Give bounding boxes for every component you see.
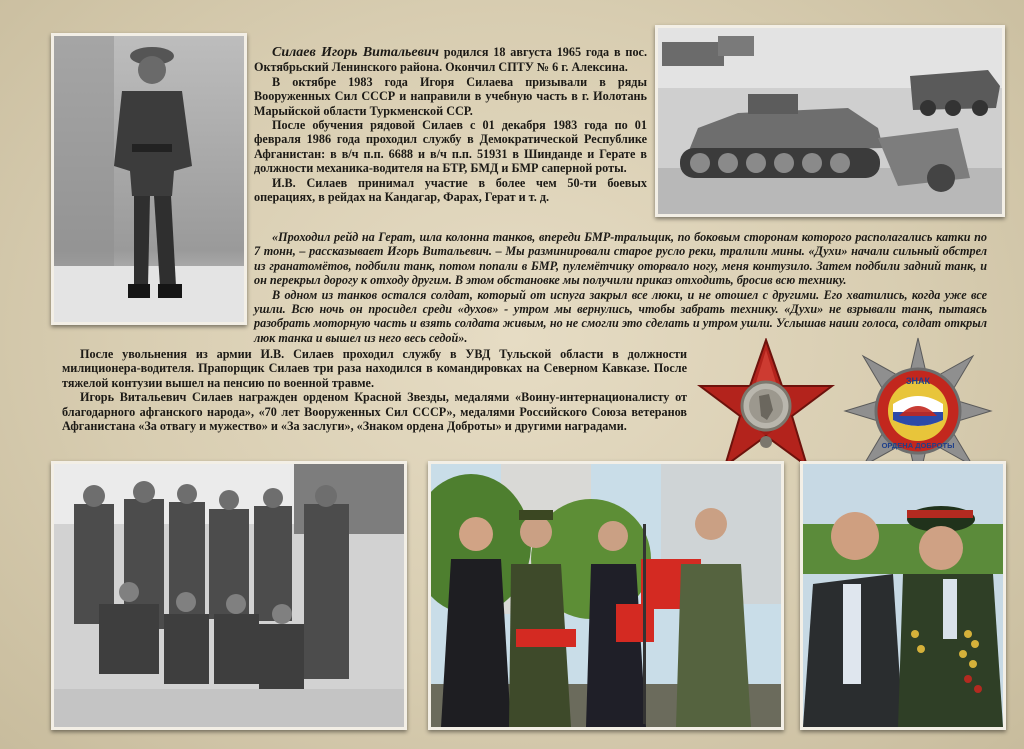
bio-paragraph-4: И.В. Силаев принимал участие в более чем 50-ти боевых операциях, в рейдах на Кандагар, Фарах, Герат и т. д. xyxy=(254,175,647,205)
quote-paragraph-2: В одном из танков остался солдат, который от испуга закрыл все люки, и не отошел с другими. Его хватились, когда уже все ушли. Всю ночь он просидел среди «духов» - утром мы вернулись, чтобы забрать технику. «Духи» не взрывали танк, пытаясь разобрать моторную часть и взять солдата живым, но не смогли это сделать и утром ушли. Услышав наши голоса, солдат открыл люк танка и вышел из него весь седой». xyxy=(254,287,987,345)
red-star-order-icon xyxy=(697,338,835,470)
badge-bottom-text: ОРДЕНА ДОБРОТЫ xyxy=(881,441,955,450)
veteran-quote xyxy=(254,230,987,345)
badge-top-text: ЗНАК xyxy=(905,376,931,386)
quote-paragraph-1: «Проходил рейд на Герат, шла колонна танков, впереди БМР-тральщик, по боковым сторонам которого располагались катки по 7 тонн, – рассказывает Игорь Витальевич. – Мы разминировали старое русло реки, тралили мины. «Духи» начали сильный обстрел из гранатомётов, подбили танк, потом попали в БМР, пулемётчику оторвало ногу, меня контузило. Затем подбили задний танк, и он перекрыл дорогу к отходу другим. В этом обстановке мы получили приказ отходить, бросив всю технику. xyxy=(254,230,987,288)
bio-paragraph-1: родился 18 августа 1965 года в пос. Октябрьский Ленинского района. Окончил СПТУ № 6 г. Алексина. xyxy=(254,45,647,75)
bio-paragraph-2: В октябре 1983 года Игоря Силаева призывали в ряды Вооруженных Сил СССР и направили в учебную часть в г. Иолотань Марыйской области Туркменской ССР. xyxy=(254,74,647,118)
soldiers-group-photo xyxy=(51,461,407,730)
bio-paragraph-6: Игорь Витальевич Силаев награжден орденом Красной Звезды, медалями «Воину-интернационалисту от благодарного афганского народа», «70 лет Вооруженных Сил СССР», медалями Российского Союза ветеранов Афганистана «За отвагу и мужество» и «За заслуги», «Знаком ордена Доброты» и другими наградами. xyxy=(62,390,687,434)
veterans-photo xyxy=(800,461,1006,730)
bio-paragraph-3: После обучения рядовой Силаев с 01 декабря 1983 года по 01 февраля 1986 года проходил службу в Демократической Республике Афганистан: в в/ч п.п. 6688 и в/ч п.п. 51931 в Шиндандe и Герате в должности механика-водителя на БТР, БМД и БМР саперной роты. xyxy=(254,118,647,176)
soldier-portrait-photo xyxy=(51,33,247,325)
award-ceremony-photo xyxy=(428,461,784,730)
biography-bottom xyxy=(62,347,687,433)
tank-photo xyxy=(655,25,1005,217)
biography-top xyxy=(254,45,647,204)
bio-paragraph-5: После увольнения из армии И.В. Силаев проходил службу в УВД Тульской области в должности милиционера-водителя. Прапорщик Силаев три раза находился в командировках на Северном Кавказе. После тяжелой контузии вышел на пенсию по военной травме. xyxy=(62,347,687,390)
person-name: Силаев Игорь Витальевич xyxy=(272,45,440,60)
